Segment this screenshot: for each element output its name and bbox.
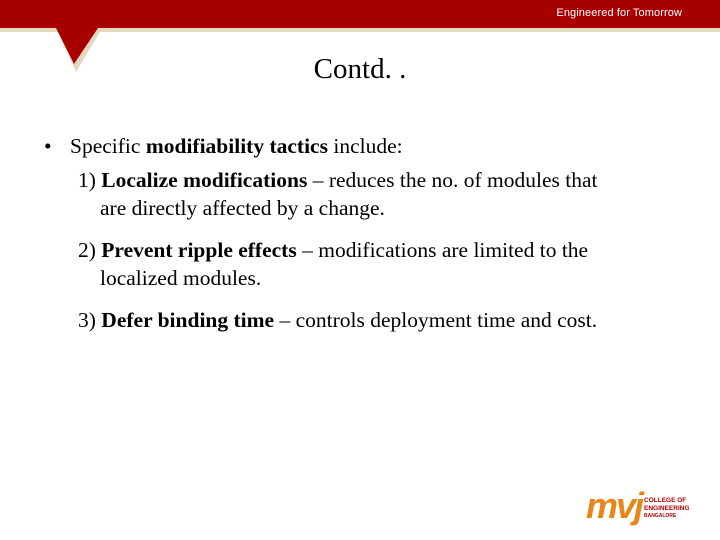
item-text: – reduces the no. of modules that bbox=[307, 168, 598, 192]
logo-line2: ENGINEERING bbox=[644, 505, 690, 512]
logo-line1: COLLEGE OF bbox=[644, 497, 687, 504]
item-text-continuation: are directly affected by a change. bbox=[100, 196, 385, 220]
bullet-dot-icon: • bbox=[44, 134, 52, 158]
list-item bbox=[78, 166, 688, 222]
item-text-continuation: localized modules. bbox=[100, 266, 262, 290]
item-number: 1) bbox=[78, 168, 96, 192]
bullet-bold: modifiability tactics bbox=[145, 134, 328, 158]
logo-line3: BANGALORE bbox=[644, 513, 677, 519]
list-item bbox=[78, 306, 688, 334]
bullet-suffix: include: bbox=[327, 134, 403, 158]
header-tagline: Engineered for Tomorrow bbox=[556, 7, 682, 19]
bullet-prefix: Specific bbox=[70, 134, 146, 158]
logo-wordmark: mvj bbox=[586, 485, 643, 526]
item-text: – controls deployment time and cost. bbox=[274, 308, 598, 332]
item-text: – modifications are limited to the bbox=[296, 238, 589, 262]
list-item bbox=[78, 236, 688, 292]
item-bold: Prevent ripple effects bbox=[101, 238, 297, 262]
item-number: 3) bbox=[78, 308, 96, 332]
slide-title: Contd. . bbox=[313, 53, 407, 85]
item-bold: Localize modifications bbox=[101, 168, 308, 192]
college-logo bbox=[586, 485, 690, 528]
item-bold: Defer binding time bbox=[101, 308, 275, 332]
item-number: 2) bbox=[78, 238, 96, 262]
bullet-item bbox=[44, 132, 403, 160]
